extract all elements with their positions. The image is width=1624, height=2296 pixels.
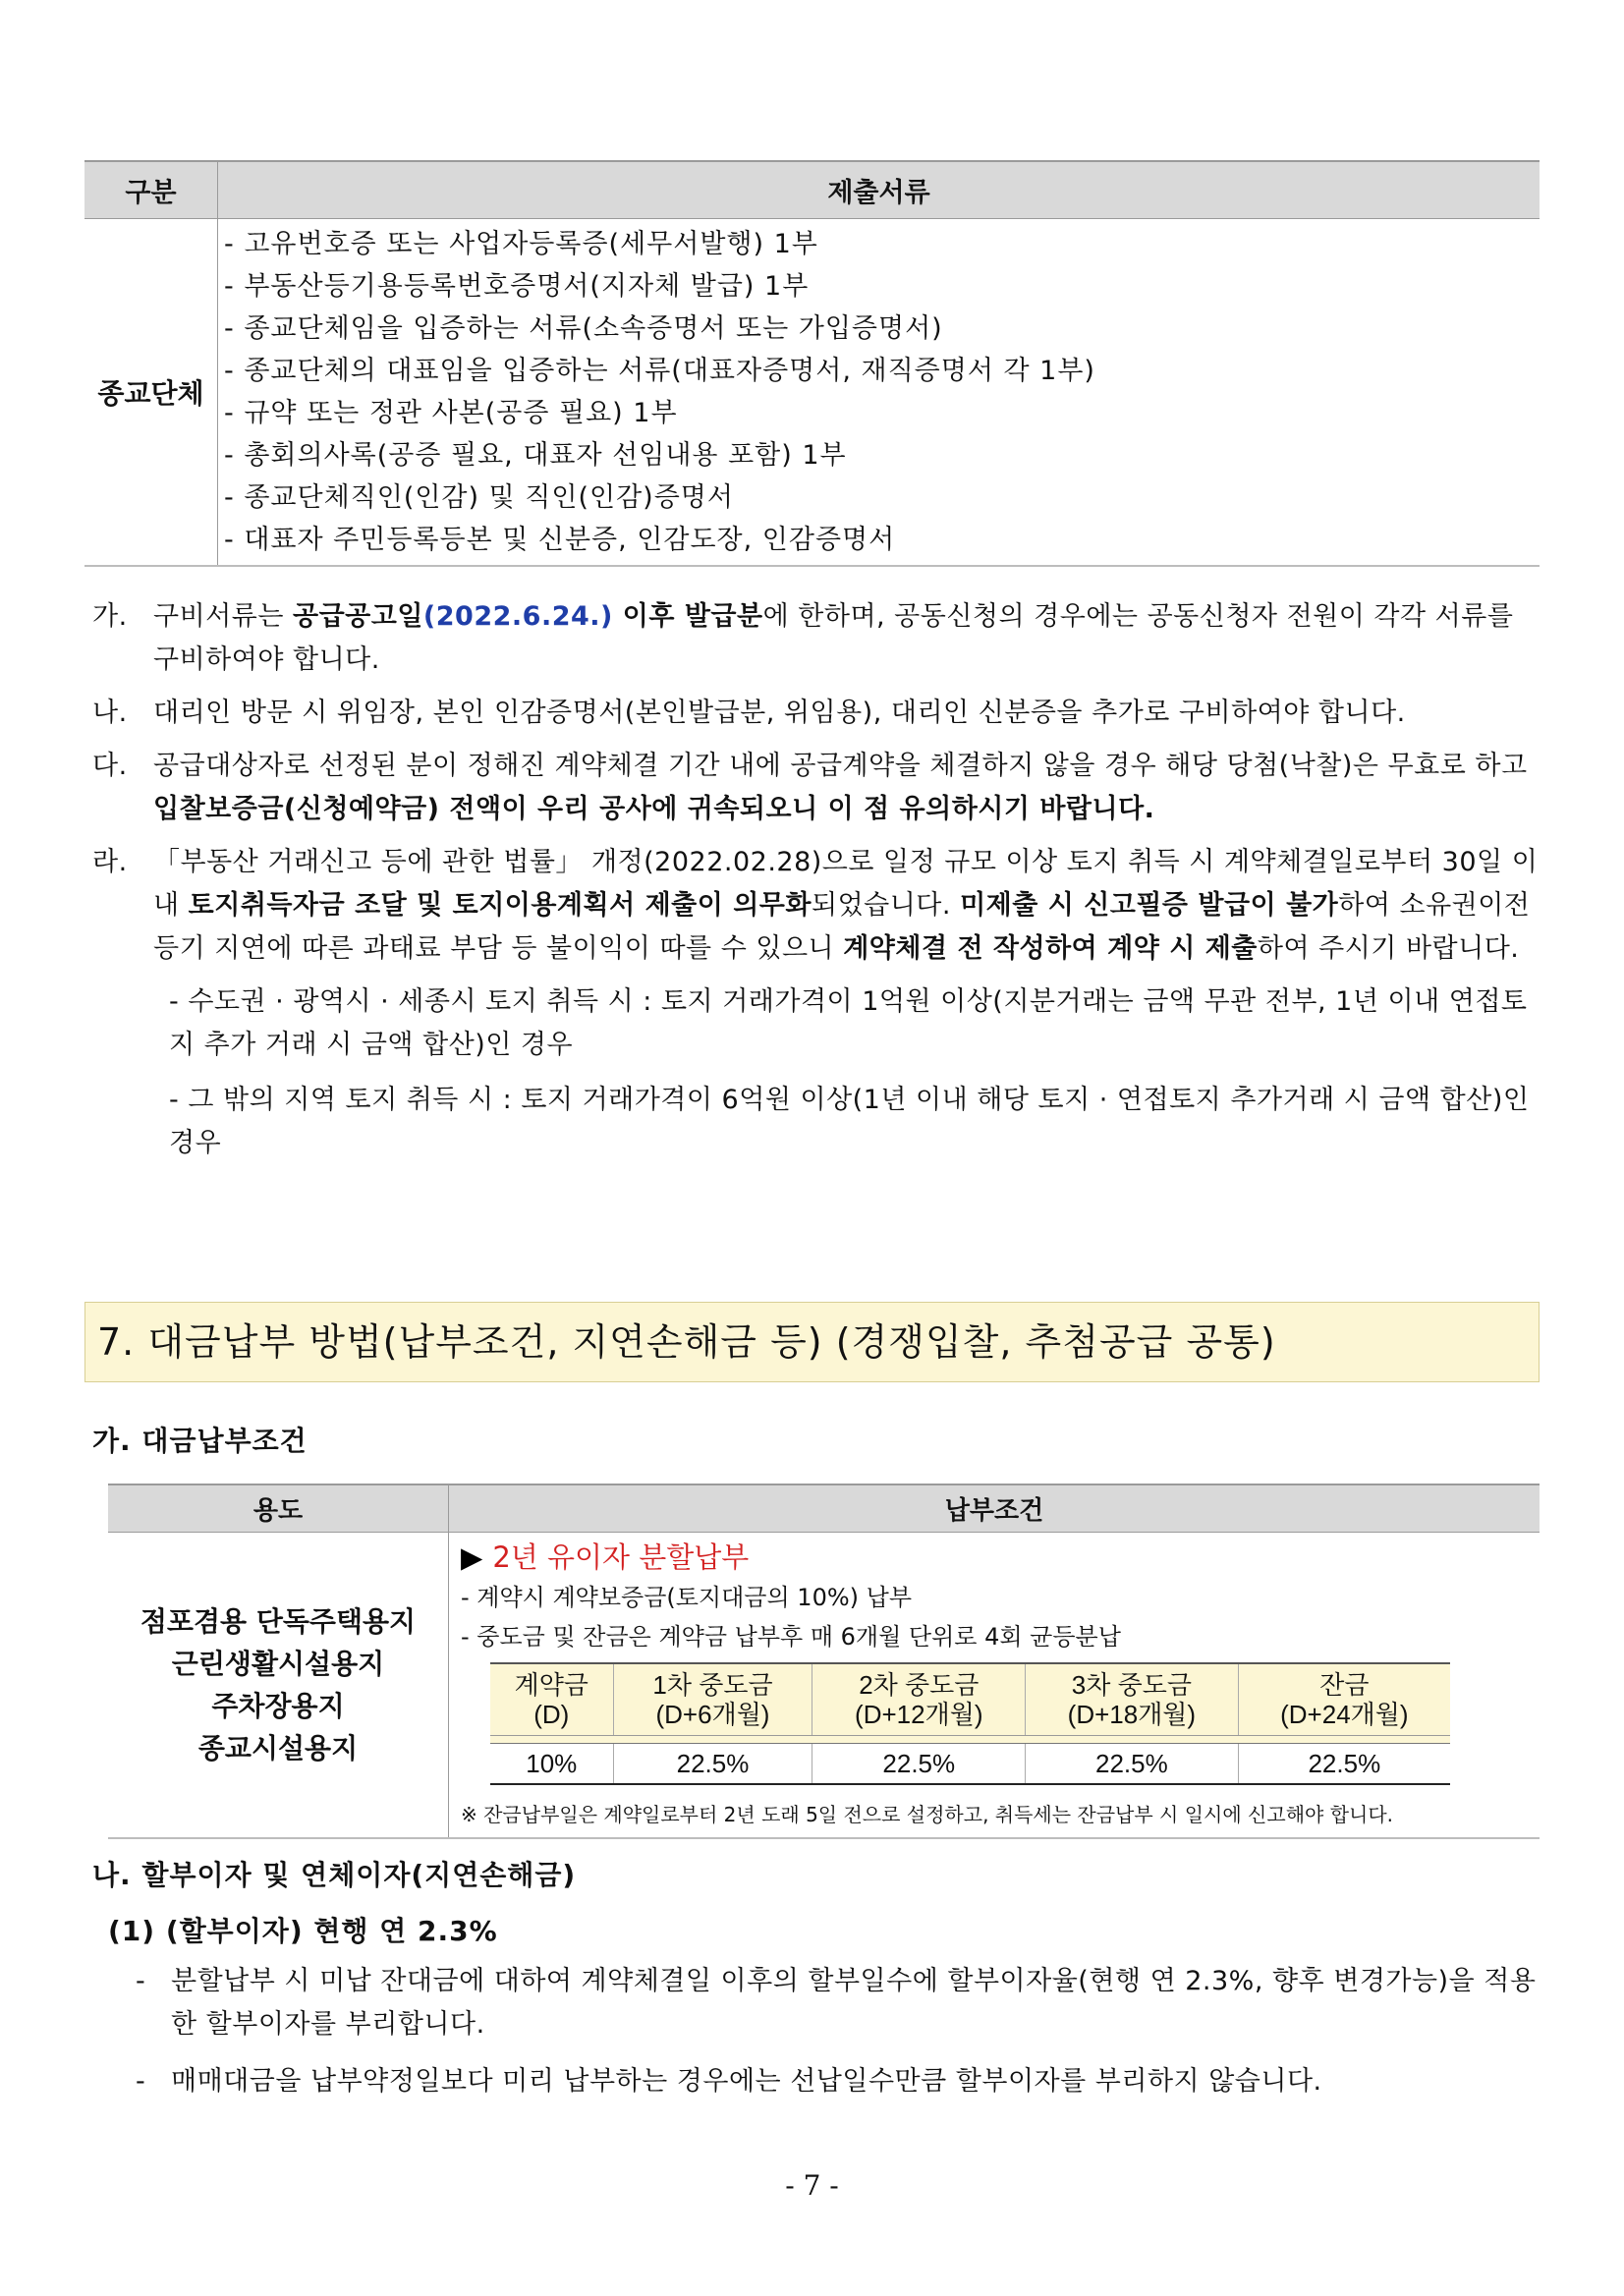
land-use-list	[108, 1533, 449, 1839]
schedule-value: 10%	[490, 1744, 613, 1785]
note-da	[92, 745, 1546, 831]
interest-bullet	[136, 2060, 1546, 2103]
installment-interest-heading: (1) (할부이자) 현행 연 2.3%	[108, 1915, 498, 1947]
document-item: - 대표자 주민등록등본 및 신분증, 인감도장, 인감증명서	[224, 525, 896, 555]
note-sub-other	[92, 1079, 1546, 1165]
header-conditions: 납부조건	[449, 1484, 1540, 1533]
note-text: 에 한하며, 공동신청의 경우에는 공동신청자 전원이 각각 서류를 구비하여야 합니다.	[153, 601, 1514, 675]
payment-conditions-heading: 가. 대금납부조건	[92, 1425, 308, 1457]
interest-bullet-text: 매매대금을 납부약정일보다 미리 납부하는 경우에는 선납일수만큼 할부이자를 부리하지 않습니다.	[171, 2066, 1322, 2097]
header-documents: 제출서류	[218, 161, 1540, 219]
payment-conditions-cell	[449, 1533, 1540, 1839]
note-text: 하여 주시기 바랍니다.	[1257, 933, 1520, 964]
note-text: 공급대상자로 선정된 분이 정해진 계약체결 기간 내에 공급계약을 체결하지 않을 경우 해당 당첨(낙찰)은 무효로 하고	[153, 751, 1528, 781]
schedule-header	[613, 1663, 812, 1736]
schedule-header-sub: (D+12개월)	[855, 1700, 983, 1729]
note-sub-metro	[92, 980, 1546, 1067]
schedule-header	[1026, 1663, 1239, 1736]
payment-conditions-table	[108, 1484, 1540, 1839]
note-bold: 입찰보증금(신청예약금) 전액이 우리 공사에 귀속되오니 이 점 유의하시기 바랍니다.	[153, 794, 1155, 824]
installment-schedule-table	[490, 1662, 1450, 1785]
section-7-title: 7. 대금납부 방법(납부조건, 지연손해금 등) (경쟁입찰, 추첨공급 공통)	[84, 1302, 1540, 1382]
note-na	[92, 692, 1546, 735]
note-bold: 계약체결 전 작성하여 계약 시 제출	[843, 933, 1258, 964]
installment-title	[461, 1537, 1540, 1578]
installment-title-text: 2년 유이자 분할납부	[492, 1540, 750, 1574]
note-bold: 미제출 시 신고필증 발급이 불가	[960, 890, 1339, 921]
category-religious-org: 종교단체	[84, 219, 218, 567]
land-use-item: 근린생활시설용지	[171, 1648, 385, 1680]
schedule-gap-row	[490, 1736, 1450, 1744]
document-item: - 총회의사록(공증 필요, 대표자 선임내용 포함) 1부	[224, 440, 847, 471]
note-text: - 수도권 · 광역시 · 세종시 토지 취득 시 : 토지 거래가격이 1억원 이상(지분거래는 금액 무관 전부, 1년 이내 연접토지 추가 거래 시 금액 합산)인 경우	[169, 986, 1528, 1060]
land-use-item: 종교시설용지	[197, 1732, 359, 1764]
schedule-value: 22.5%	[812, 1744, 1026, 1785]
header-category: 구분	[84, 161, 218, 219]
schedule-value: 22.5%	[1026, 1744, 1239, 1785]
schedule-header-name: 계약금	[514, 1670, 588, 1700]
triangle-right-icon: ▶	[461, 1540, 483, 1574]
condition-line: - 중도금 및 잔금은 계약금 납부후 매 6개월 단위로 4회 균등분납	[461, 1623, 1121, 1651]
note-marker: 가.	[92, 601, 128, 632]
dash-icon: -	[136, 2066, 146, 2097]
schedule-header-sub: (D)	[533, 1700, 570, 1729]
schedule-header	[812, 1663, 1026, 1736]
required-documents-table	[84, 160, 1540, 567]
document-item: - 종교단체임을 입증하는 서류(소속증명서 또는 가입증명서)	[224, 313, 943, 344]
document-item: - 종교단체직인(인감) 및 직인(인감)증명서	[224, 482, 734, 513]
announcement-date: (2022.6.24.)	[422, 601, 613, 632]
note-text: - 그 밖의 지역 토지 취득 시 : 토지 거래가격이 6억원 이상(1년 이내 해당 토지 · 연접토지 추가거래 시 금액 합산)인 경우	[169, 1085, 1530, 1158]
schedule-value: 22.5%	[1238, 1744, 1450, 1785]
interest-heading: 나. 할부이자 및 연체이자(지연손해금)	[92, 1859, 577, 1891]
note-marker: 나.	[92, 698, 128, 728]
schedule-header-sub: (D+6개월)	[655, 1700, 770, 1729]
schedule-header-sub: (D+18개월)	[1067, 1700, 1197, 1729]
document-item: - 고유번호증 또는 사업자등록증(세무서발행) 1부	[224, 229, 818, 259]
document-item: - 종교단체의 대표임을 입증하는 서류(대표자증명서, 재직증명서 각 1부)	[224, 356, 1095, 386]
document-item: - 규약 또는 정관 사본(공증 필요) 1부	[224, 398, 678, 428]
schedule-header-name: 2차 중도금	[859, 1670, 980, 1700]
note-marker: 다.	[92, 751, 128, 781]
note-bold: 이후 발급분	[612, 601, 763, 632]
schedule-header-name: 1차 중도금	[652, 1670, 773, 1700]
schedule-header-name: 3차 중도금	[1071, 1670, 1192, 1700]
header-use: 용도	[108, 1484, 449, 1533]
land-use-item: 점포겸용 단독주택용지	[140, 1605, 417, 1638]
interest-bullet	[136, 1960, 1546, 2046]
note-bold: 공급공고일	[293, 601, 423, 632]
schedule-header	[1238, 1663, 1450, 1736]
schedule-header	[490, 1663, 613, 1736]
notes-section	[92, 595, 1546, 1177]
interest-bullet-text: 분할납부 시 미납 잔대금에 대하여 계약체결일 이후의 할부일수에 할부이자율(현행 연 2.3%, 향후 변경가능)을 적용한 할부이자를 부리합니다.	[171, 1966, 1537, 2040]
page-number: - 7 -	[785, 2169, 839, 2202]
schedule-value: 22.5%	[613, 1744, 812, 1785]
note-text: 구비서류는	[153, 601, 293, 632]
note-text: 하여 소유권이전등기 지연에 따른 과태료 부담 등 불이익이 따를 수 있으니	[153, 890, 1531, 964]
dash-icon: -	[136, 1966, 146, 1996]
note-ra	[92, 841, 1546, 971]
condition-line: - 계약시 계약보증금(토지대금의 10%) 납부	[461, 1584, 913, 1611]
interest-bullets	[136, 1960, 1546, 2117]
note-text: 「부동산 거래신고 등에 관한 법률」 개정(2022.02.28)으로 일정 규모 이상 토지 취득 시 계약체결일로부터 30일 이내	[153, 847, 1539, 921]
note-ga	[92, 595, 1546, 682]
document-item: - 부동산등기용등록번호증명서(지자체 발급) 1부	[224, 271, 810, 302]
balance-footnote: ※ 잔금납부일은 계약일로부터 2년 도래 5일 전으로 설정하고, 취득세는 잔금납부 시 일시에 신고해야 합니다.	[461, 1803, 1394, 1826]
note-bold: 토지취득자금 조달 및 토지이용계획서 제출이 의무화	[188, 890, 812, 921]
note-text: 되었습니다.	[811, 890, 961, 921]
note-marker: 라.	[92, 847, 128, 877]
schedule-header-sub: (D+24개월)	[1280, 1700, 1409, 1729]
schedule-header-name: 잔금	[1319, 1670, 1370, 1700]
documents-list	[218, 219, 1540, 567]
note-text: 대리인 방문 시 위임장, 본인 인감증명서(본인발급분, 위임용), 대리인 신분증을 추가로 구비하여야 합니다.	[153, 698, 1406, 728]
land-use-item: 주차장용지	[211, 1690, 345, 1722]
